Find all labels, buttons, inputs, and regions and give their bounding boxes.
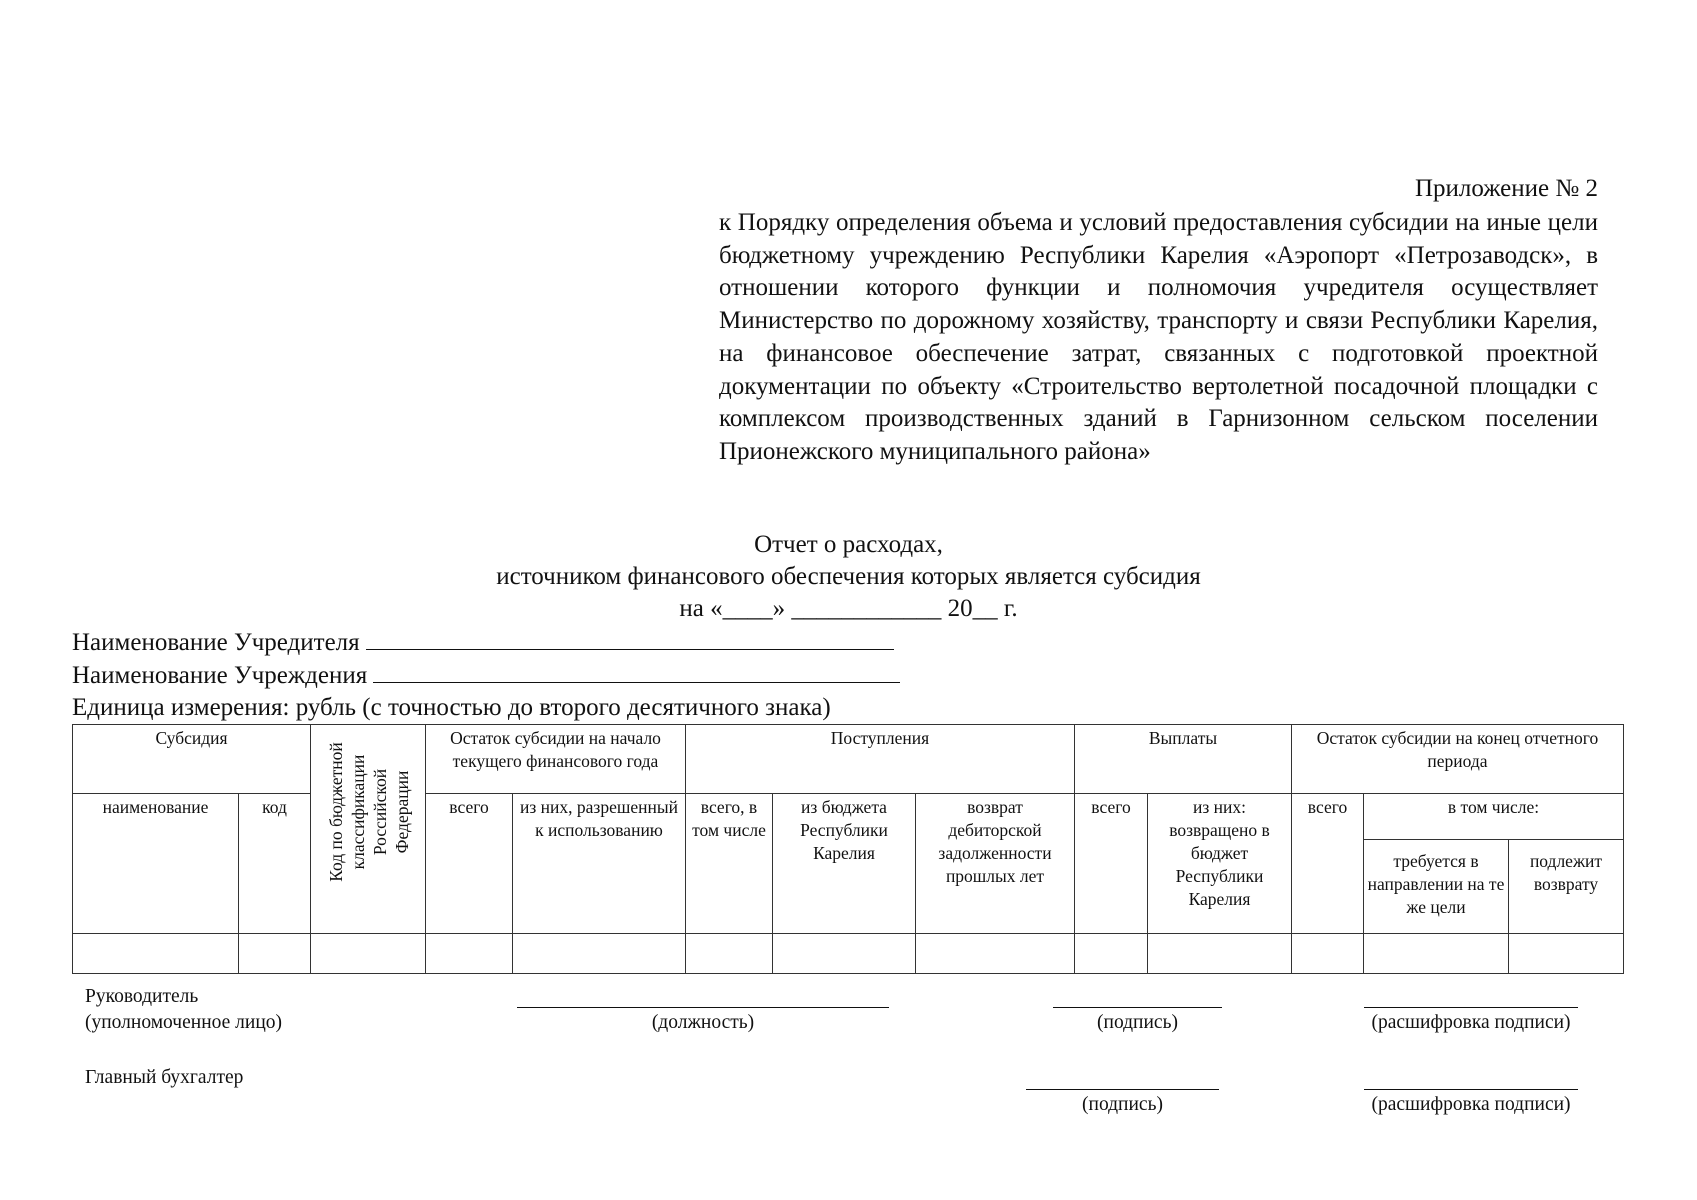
header-start-allowed: из них, разрешенный к использованию <box>513 794 686 934</box>
report-table <box>72 724 1624 974</box>
unit-of-measure: Единица измерения: рубль (с точностью до второго десятичного знака) <box>72 694 831 721</box>
table-cell[interactable] <box>311 934 426 974</box>
header-end-total: всего <box>1292 794 1364 934</box>
table-cell[interactable] <box>1292 934 1364 974</box>
header-receipts: Поступления <box>686 725 1075 794</box>
header-receipts-return: возврат дебиторской задолженности прошлых лет <box>916 794 1075 934</box>
header-subsidy: Субсидия <box>73 725 311 794</box>
table-cell[interactable] <box>686 934 773 974</box>
institution-name-line <box>72 660 900 691</box>
head-signature-line[interactable] <box>1053 1007 1222 1008</box>
head-decoding-caption: (расшифровка подписи) <box>1371 1012 1571 1033</box>
founder-label: Наименование Учредителя <box>72 629 360 656</box>
head-decoding-line[interactable] <box>1364 1007 1578 1008</box>
position-caption: (должность) <box>651 1012 755 1033</box>
header-bcc-cell <box>311 725 426 934</box>
header-receipts-total: всего, в том числе <box>686 794 773 934</box>
founder-name-line <box>72 627 894 658</box>
table-cell[interactable] <box>73 934 239 974</box>
header-name: наименование <box>73 794 239 934</box>
table-cell[interactable] <box>916 934 1075 974</box>
table-cell[interactable] <box>773 934 916 974</box>
header-including: в том числе: <box>1364 794 1624 840</box>
table-cell[interactable] <box>513 934 686 974</box>
accountant-label: Главный бухгалтер <box>85 1067 244 1088</box>
head-sublabel: (уполномоченное лицо) <box>85 1012 282 1033</box>
header-start-total: всего <box>426 794 513 934</box>
table-cell[interactable] <box>1509 934 1624 974</box>
table-row <box>73 934 1624 974</box>
institution-name-field[interactable] <box>373 660 900 683</box>
report-date-line: на «____» ____________ 20__ г. <box>679 595 1018 622</box>
header-bcc: Код по бюджетной классификации Российской Федерации <box>326 742 412 882</box>
table-cell[interactable] <box>1148 934 1292 974</box>
accountant-decoding-caption: (расшифровка подписи) <box>1371 1094 1571 1115</box>
accountant-signature-line[interactable] <box>1026 1089 1219 1090</box>
table-cell[interactable] <box>426 934 513 974</box>
accountant-decoding-line[interactable] <box>1364 1089 1578 1090</box>
head-signature-caption: (подпись) <box>1097 1012 1178 1033</box>
appendix-title: Приложение № 2 <box>1414 175 1598 202</box>
header-payments: Выплаты <box>1075 725 1292 794</box>
header-to-return: подлежит возврату <box>1509 840 1624 934</box>
institution-label: Наименование Учреждения <box>72 662 368 689</box>
header-payments-returned: из них: возвращено в бюджет Республики Карелия <box>1148 794 1292 934</box>
header-same-purpose: требуется в направлении на те же цели <box>1364 840 1509 934</box>
founder-name-field[interactable] <box>366 627 894 650</box>
appendix-text: к Порядку определения объема и условий предоставления субсидии на иные цели бюджетному учреждению Республики Карелия «Аэропорт «Петрозаводск», в отношении которого функции и полномочия учредителя осуществляет Министерство по дорожному хозяйству, транспорту и связи Республики Карелия, на финансовое обеспечение затрат, связанных с подготовкой проектной документации по объекту «Строительство вертолетной посадочной площадки с комплексом производственных зданий в Гарнизонном сельском поселении Прионежского муниципального района» <box>719 209 1598 465</box>
header-receipts-budget: из бюджета Республики Карелия <box>773 794 916 934</box>
table-cell[interactable] <box>239 934 311 974</box>
head-label: Руководитель <box>85 986 199 1007</box>
report-title-line2: источником финансового обеспечения которых является субсидия <box>496 563 1201 590</box>
table-cell[interactable] <box>1364 934 1509 974</box>
report-title-line1: Отчет о расходах, <box>754 531 943 558</box>
table-header-row-1 <box>73 725 1624 794</box>
header-end-balance: Остаток субсидии на конец отчетного периода <box>1292 725 1624 794</box>
table-header-row-2 <box>73 794 1624 840</box>
header-code: код <box>239 794 311 934</box>
table-cell[interactable] <box>1075 934 1148 974</box>
header-payments-total: всего <box>1075 794 1148 934</box>
accountant-signature-caption: (подпись) <box>1082 1094 1163 1115</box>
header-start-balance: Остаток субсидии на начало текущего финансового года <box>426 725 686 794</box>
position-signature-line[interactable] <box>517 1007 889 1008</box>
